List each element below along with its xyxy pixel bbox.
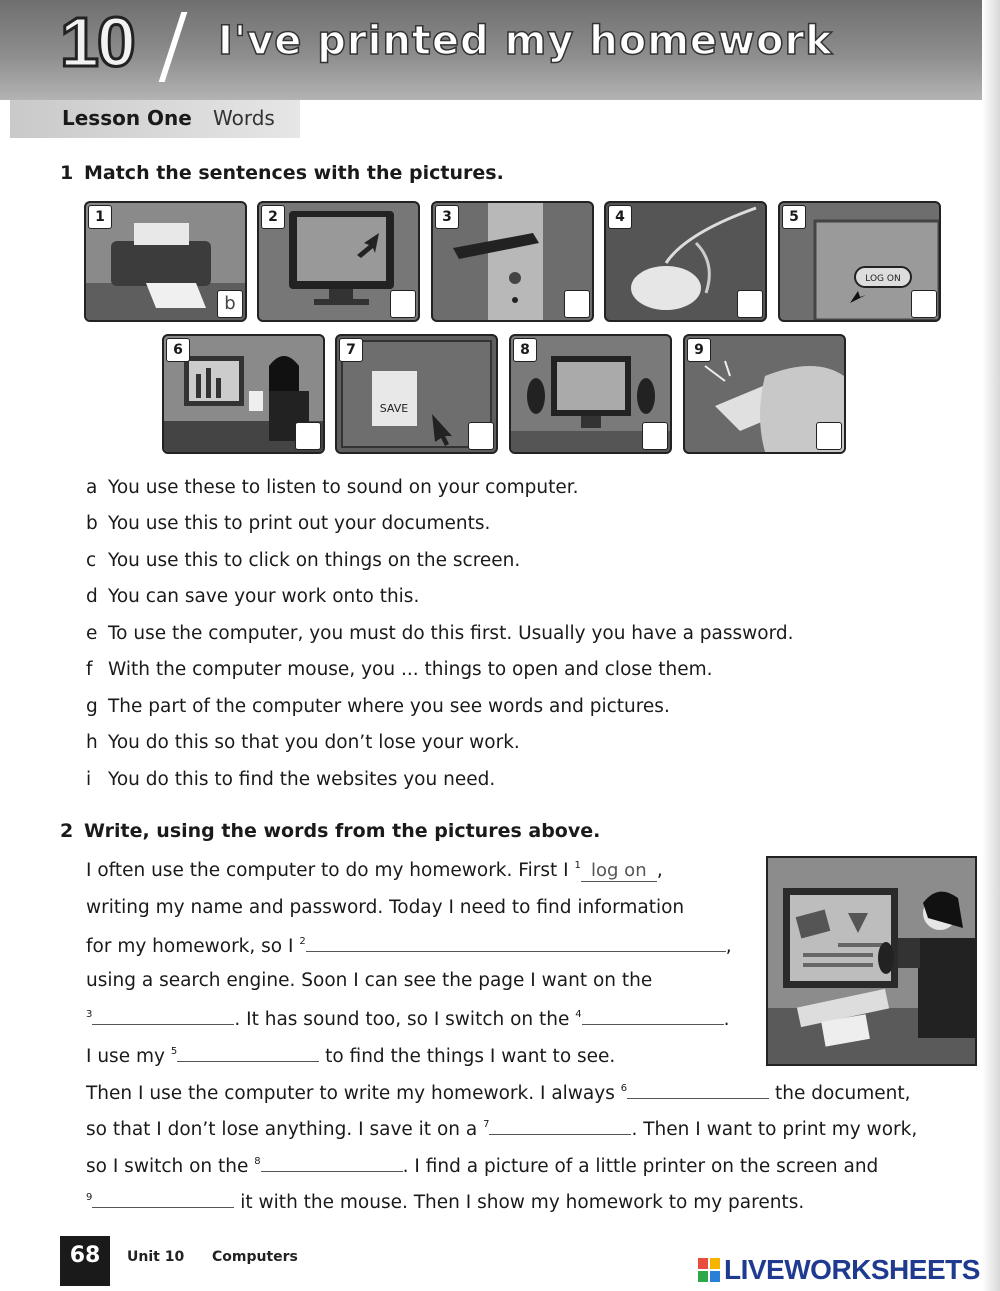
exercise1-heading [60, 162, 504, 184]
gap-number: 9 [86, 1192, 93, 1203]
exercise2-number: 2 [60, 820, 74, 842]
text: Then I use the computer to write my homework. I always [86, 1083, 615, 1104]
answer-gap-9[interactable] [92, 1189, 234, 1208]
sentence-text: You use this to click on things on the screen. [108, 550, 521, 571]
gap-number: 6 [620, 1083, 628, 1094]
sentence-text: You do this so that you don’t lose your work. [108, 732, 520, 753]
sentence-letter: g [86, 696, 98, 717]
gap-number: 8 [254, 1156, 261, 1167]
answer-box-3[interactable] [564, 290, 590, 318]
text-line-5 [86, 1006, 730, 1030]
text-line-10 [86, 1189, 804, 1213]
answer-box-1[interactable]: b [217, 290, 243, 318]
text: . [723, 1009, 730, 1030]
sentence-f [86, 659, 713, 680]
answer-gap-8[interactable] [261, 1153, 403, 1172]
sentence-b [86, 513, 490, 534]
answer-gap-1[interactable]: log on [581, 860, 657, 882]
unit-number: 10 [60, 3, 134, 81]
sentence-text: To use the computer, you must do this first. Usually you have a password. [108, 623, 794, 644]
gap-number: 3 [86, 1009, 93, 1020]
answer-gap-7[interactable] [489, 1116, 631, 1135]
log-on-label: LOG ON [865, 274, 901, 284]
sentence-h [86, 732, 520, 753]
text: . Then I want to print my work, [631, 1119, 918, 1140]
answer-box-4[interactable] [737, 290, 763, 318]
sentence-a [86, 477, 579, 498]
sentence-letter: f [86, 659, 93, 680]
gap-number: 4 [575, 1009, 582, 1020]
sentence-text: You do this to find the websites you need. [108, 769, 496, 790]
answer-box-5[interactable] [911, 290, 937, 318]
text: it with the mouse. Then I show my homework to my parents. [240, 1192, 805, 1213]
picture-number: 5 [782, 205, 806, 229]
picture-number: 8 [513, 338, 537, 362]
answer-box-8[interactable] [642, 422, 668, 450]
picture-3 [431, 201, 594, 322]
picture-number: 7 [339, 338, 363, 362]
text: for my homework, so I [86, 936, 294, 957]
gap-number: 5 [170, 1046, 178, 1057]
answer-box-2[interactable] [390, 290, 416, 318]
text: , [725, 936, 732, 957]
text: so I switch on the [86, 1156, 249, 1177]
text-line-6 [86, 1043, 615, 1067]
footer-topic: Computers [212, 1249, 298, 1265]
sentence-e [86, 623, 794, 644]
picture-1 [84, 201, 247, 322]
exercise1-number: 1 [60, 162, 74, 184]
sentence-text: You use these to listen to sound on your computer. [108, 477, 579, 498]
picture-number: 2 [261, 205, 285, 229]
text-line-7 [86, 1080, 910, 1104]
picture-number: 4 [608, 205, 632, 229]
text-line-9 [86, 1153, 878, 1177]
boy-at-computer-icon [768, 858, 975, 1064]
text-line-8 [86, 1116, 917, 1140]
answer-gap-5[interactable] [177, 1043, 319, 1062]
sentence-i [86, 769, 495, 790]
text: I use my [86, 1046, 165, 1067]
liveworksheets-logo-icon [698, 1258, 720, 1282]
picture-number: 3 [435, 205, 459, 229]
sentence-letter: h [86, 732, 98, 753]
page-edge-shadow [982, 0, 1000, 1291]
text: . I find a picture of a little printer on the screen and [402, 1156, 879, 1177]
text-line-1 [86, 860, 663, 882]
save-label: SAVE [379, 402, 409, 415]
answer-box-7[interactable] [468, 422, 494, 450]
sentence-text: You use this to print out your documents. [108, 513, 491, 534]
picture-2 [257, 201, 420, 322]
sentence-letter: a [86, 477, 98, 498]
sentence-c [86, 550, 520, 571]
picture-8 [509, 334, 672, 454]
exercise2-instruction: Write, using the words from the pictures above. [84, 820, 601, 842]
homework-illustration [766, 856, 977, 1066]
answer-gap-6[interactable] [627, 1080, 769, 1099]
lesson-topic: Words [213, 106, 275, 130]
picture-6 [162, 334, 325, 454]
answer-box-6[interactable] [295, 422, 321, 450]
picture-number: 1 [88, 205, 112, 229]
gap-number: 2 [299, 936, 306, 947]
footer-unit: Unit 10 [127, 1249, 185, 1265]
text-line-3 [86, 933, 732, 957]
text-line-4 [86, 970, 652, 991]
sentence-text: With the computer mouse, you ... things to open and close them. [108, 659, 713, 680]
answer-gap-4[interactable] [582, 1006, 724, 1025]
exercise2-heading [60, 820, 600, 842]
gap-number: 1 [574, 860, 581, 871]
picture-5 [778, 201, 941, 322]
picture-7 [335, 334, 498, 454]
answer-gap-2[interactable] [306, 933, 726, 952]
text: to find the things I want to see. [325, 1046, 616, 1067]
answer-gap-3[interactable] [92, 1006, 234, 1025]
picture-9 [683, 334, 846, 454]
sentence-letter: i [86, 769, 92, 790]
text: I often use the computer to do my homework. First I [86, 860, 569, 881]
answer-box-9[interactable] [816, 422, 842, 450]
sentence-d [86, 586, 419, 607]
exercise1-instruction: Match the sentences with the pictures. [84, 162, 504, 184]
text-line-2 [86, 897, 684, 918]
page-title: I've printed my homework [218, 18, 833, 64]
text: , [656, 860, 663, 881]
picture-number: 9 [687, 338, 711, 362]
sentence-text: The part of the computer where you see words and pictures. [108, 696, 670, 717]
sentence-letter: e [86, 623, 98, 644]
text: the document, [775, 1083, 911, 1104]
sentence-text: You can save your work onto this. [108, 586, 420, 607]
lesson-label: Lesson One [62, 106, 192, 130]
page-number: 68 [60, 1236, 110, 1286]
liveworksheets-brand[interactable]: LIVEWORKSHEETS [724, 1254, 980, 1285]
sentence-g [86, 696, 670, 717]
sentence-letter: c [86, 550, 97, 571]
picture-number: 6 [166, 338, 190, 362]
gap-number: 7 [483, 1119, 490, 1130]
text: so that I don’t lose anything. I save it on a [86, 1119, 478, 1140]
picture-4 [604, 201, 767, 322]
text: writing my name and password. Today I need to find information [86, 897, 685, 918]
sentence-letter: b [86, 513, 98, 534]
sentence-letter: d [86, 586, 98, 607]
text: using a search engine. Soon I can see the page I want on the [86, 970, 653, 991]
text: . It has sound too, so I switch on the [234, 1009, 570, 1030]
